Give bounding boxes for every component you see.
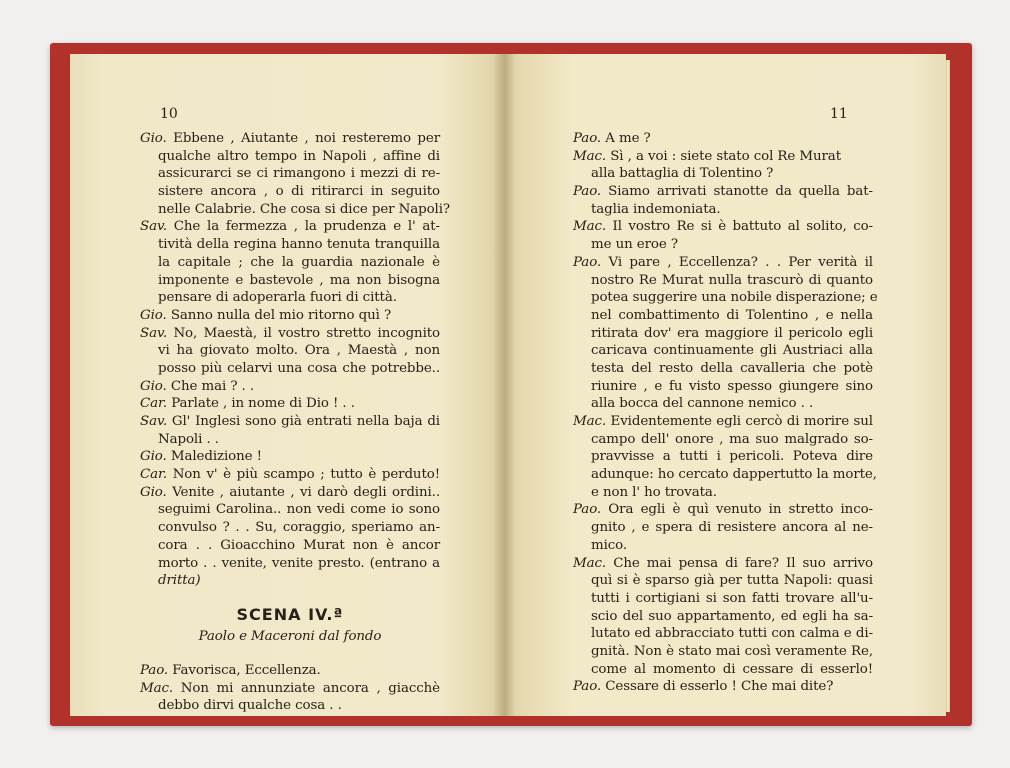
line-text: caricava continuamente gli Austriaci alla [591,343,873,359]
text-line [140,680,440,698]
speaker-label: Car. [140,467,168,483]
text-line [573,236,873,254]
line-text: sistere ancora , o di ritirarci in seguito [158,184,440,200]
text-line [140,236,440,254]
spacer [140,652,440,662]
text-line [573,254,873,272]
speaker-label: Mac. [573,219,607,235]
text-line [140,501,440,519]
left-page [70,54,503,716]
text-line [573,555,873,573]
speaker-label: Pao. [573,679,602,695]
text-line [573,519,873,537]
text-line [573,289,878,307]
line-text: riunire , e fu visto spesso giungere sino [591,378,873,394]
line-text: gnito , e spera di resistere ancora al ne- [591,520,873,536]
speaker-label: Pao. [573,254,602,270]
line-text: Il vostro Re si è battuto al solito, co- [612,219,873,235]
line-text: Non mi annunziate ancora , giacchè [180,680,440,696]
line-text: Sanno nulla del mio ritorno quì ? [170,307,392,323]
text-line [140,572,440,590]
text-line [573,201,873,219]
text-line [140,360,440,378]
text-line [140,697,440,715]
speaker-label: Gio. [140,484,167,500]
line-text: nelle Calabrie. Che cosa si dice per Napoli? [158,201,450,217]
text-line [573,395,873,413]
line-text: Non v' è più scampo ; tutto è perduto! [172,467,440,483]
line-text: Vi pare , Eccellenza? . . Per verità il [608,254,873,270]
line-text: gnità. Non è stato mai così veramente Re, [591,643,873,659]
speaker-label: Gio. [140,131,167,146]
text-line [573,661,873,679]
line-text: seguimi Carolina.. non vedi come io sono [158,502,440,518]
text-line [573,590,873,608]
line-text: Ebbene , Aiutante , noi resteremo per [173,131,440,146]
speaker-label: Gio. [140,307,167,323]
line-text: pravvisse a tutti i pericoli. Poteva dire [591,449,873,465]
line-text: posso più celarvi una cosa che potrebbe.. [158,360,440,376]
line-text: vi ha giovato molto. Ora , Maestà , non [158,343,440,359]
text-line [140,555,440,573]
speaker-label: Gio. [140,378,167,394]
text-line [573,537,873,555]
text-line [140,307,440,325]
text-line [573,342,873,360]
text-line [573,130,873,148]
text-line [573,148,873,166]
line-text: come al momento di cessare di esserlo! [591,661,873,677]
text-line [140,289,440,307]
text-line [573,466,877,484]
text-line [140,484,440,502]
line-text: Parlate , in nome di Dio ! . . [171,396,355,412]
text-line [573,678,873,696]
speaker-label: Pao. [573,502,602,518]
text-line [573,413,873,431]
line-text: Evidentemente egli cercò di morire sul [610,414,873,429]
line-text: Che la fermezza , la prudenza e l' at- [173,219,440,235]
line-text: pensare di adoperarla fuori di città. [158,290,397,306]
line-text: A me ? [605,131,651,146]
text-line [140,519,440,537]
speaker-label: Mac. [140,680,174,696]
line-text: me un eroe ? [591,237,678,253]
text-line [573,643,873,661]
line-text: quì si è sparso già per tutta Napoli: quasi [591,573,873,589]
line-text: Napoli . . [158,431,219,447]
line-text: Che mai pensa di fare? Il suo arrivo [613,555,873,571]
speaker-label: Pao. [573,184,602,200]
line-text: Ora egli è quì venuto in stretto inco- [608,502,873,518]
line-text: morto . . venite, venite presto. (entrano a [158,555,440,571]
line-text: potea suggerire una nobile disperazione; e [591,290,878,306]
speaker-label: Car. [140,396,168,412]
line-text: testa del resto della cavalleria che potè [591,360,873,376]
line-text: Venite , aiutante , vi darò degli ordini.. [172,484,440,500]
line-text: lutato ed abbracciato tutti con calma e di- [591,626,873,642]
line-text: Gl' Inglesi sono già entrati nella baja di [171,414,440,429]
speaker-label: Mac. [573,148,607,164]
line-text: assicurarci se ci rimangono i mezzi di re- [158,166,440,182]
speaker-label: Sav. [140,219,167,235]
text-line [573,325,873,343]
scene-heading: SCENA IV.ª [236,604,344,624]
line-text: ritirata dov' era maggiore il pericolo egli [591,325,873,341]
line-text: mico. [591,537,628,553]
speaker-label: Mac. [573,555,607,571]
line-text: nel combattimento di Tolentino , e nella [591,307,873,323]
text-line [573,272,873,290]
speaker-label: Sav. [140,414,167,429]
text-line [140,431,440,449]
text-line [573,218,873,236]
page-number-left: 10 [160,106,178,122]
line-text: la capitale ; che la guardia nazionale è [158,254,440,270]
line-text: alla bocca del cannone nemico . . [591,396,814,412]
speaker-label: Mac. [573,414,607,429]
text-line [140,662,440,680]
speaker-label: Pao. [573,131,602,146]
line-text: Cessare di esserlo ! Che mai dite? [605,679,834,695]
text-line [573,378,873,396]
text-line [573,448,873,466]
text-line [140,448,440,466]
right-page [503,54,946,716]
scene-subheading: Paolo e Maceroni dal fondo [198,628,382,644]
line-text: Sì , a voi : siete stato col Re Murat [610,148,841,164]
line-text: adunque: ho cercato dappertutto la morte, [591,467,877,483]
text-line [573,360,873,378]
line-text: nostro Re Murat nulla trascurò di quanto [591,272,873,288]
line-text: dritta) [158,573,201,589]
left-page-text [140,130,450,715]
line-text: Siamo arrivati stanotte da quella bat- [608,184,873,200]
text-line [573,625,873,643]
text-line [140,395,440,413]
line-text: Che mai ? . . [170,378,255,394]
text-line [573,165,873,183]
line-text: No, Maestà, il vostro stretto incognito [173,325,440,341]
text-line [573,501,873,519]
text-line [573,572,873,590]
text-line [573,183,873,201]
line-text: tutti i cortigiani si son fatti trovare all'u- [591,590,873,606]
line-text: alla battaglia di Tolentino ? [591,166,774,182]
line-text: qualche altro tempo in Napoli , affine di [158,148,440,164]
text-line [573,608,873,626]
line-text: campo dell' onore , ma suo malgrado so- [591,431,873,447]
speaker-label: Gio. [140,449,167,465]
text-line [140,413,440,431]
right-page-text [573,130,878,696]
text-line [573,431,873,449]
line-text: convulso ? . . Su, coraggio, speriamo an- [158,520,440,536]
text-line [140,342,440,360]
line-text: debbo dirvi qualche cosa . . [158,698,342,714]
text-line [140,537,440,555]
line-text: Favorisca, Eccellenza. [172,662,321,678]
text-line [140,165,440,183]
text-line [140,272,440,290]
speaker-label: Pao. [140,662,169,678]
text-line [140,148,440,166]
line-text: imponente e bastevole , ma non bisogna [158,272,440,288]
text-line [140,325,440,343]
line-text: scio del suo appartamento, ed egli ha sa- [591,608,873,624]
line-text: tività della regina hanno tenuta tranquilla [158,237,440,253]
line-text: taglia indemoniata. [591,201,721,217]
text-line [573,307,873,325]
text-line [140,183,440,201]
speaker-label: Sav. [140,325,167,341]
text-line [140,130,440,148]
text-line [573,484,873,502]
spacer [140,590,440,600]
text-line [140,218,440,236]
line-text: e non l' ho trovata. [591,484,717,500]
line-text: Maledizione ! [170,449,262,465]
text-line [140,254,440,272]
text-line [140,378,440,396]
page-number-right: 11 [830,106,848,122]
text-line [140,466,440,484]
text-line [140,201,450,219]
line-text: cora . . Gioacchino Murat non è ancor [158,537,440,553]
